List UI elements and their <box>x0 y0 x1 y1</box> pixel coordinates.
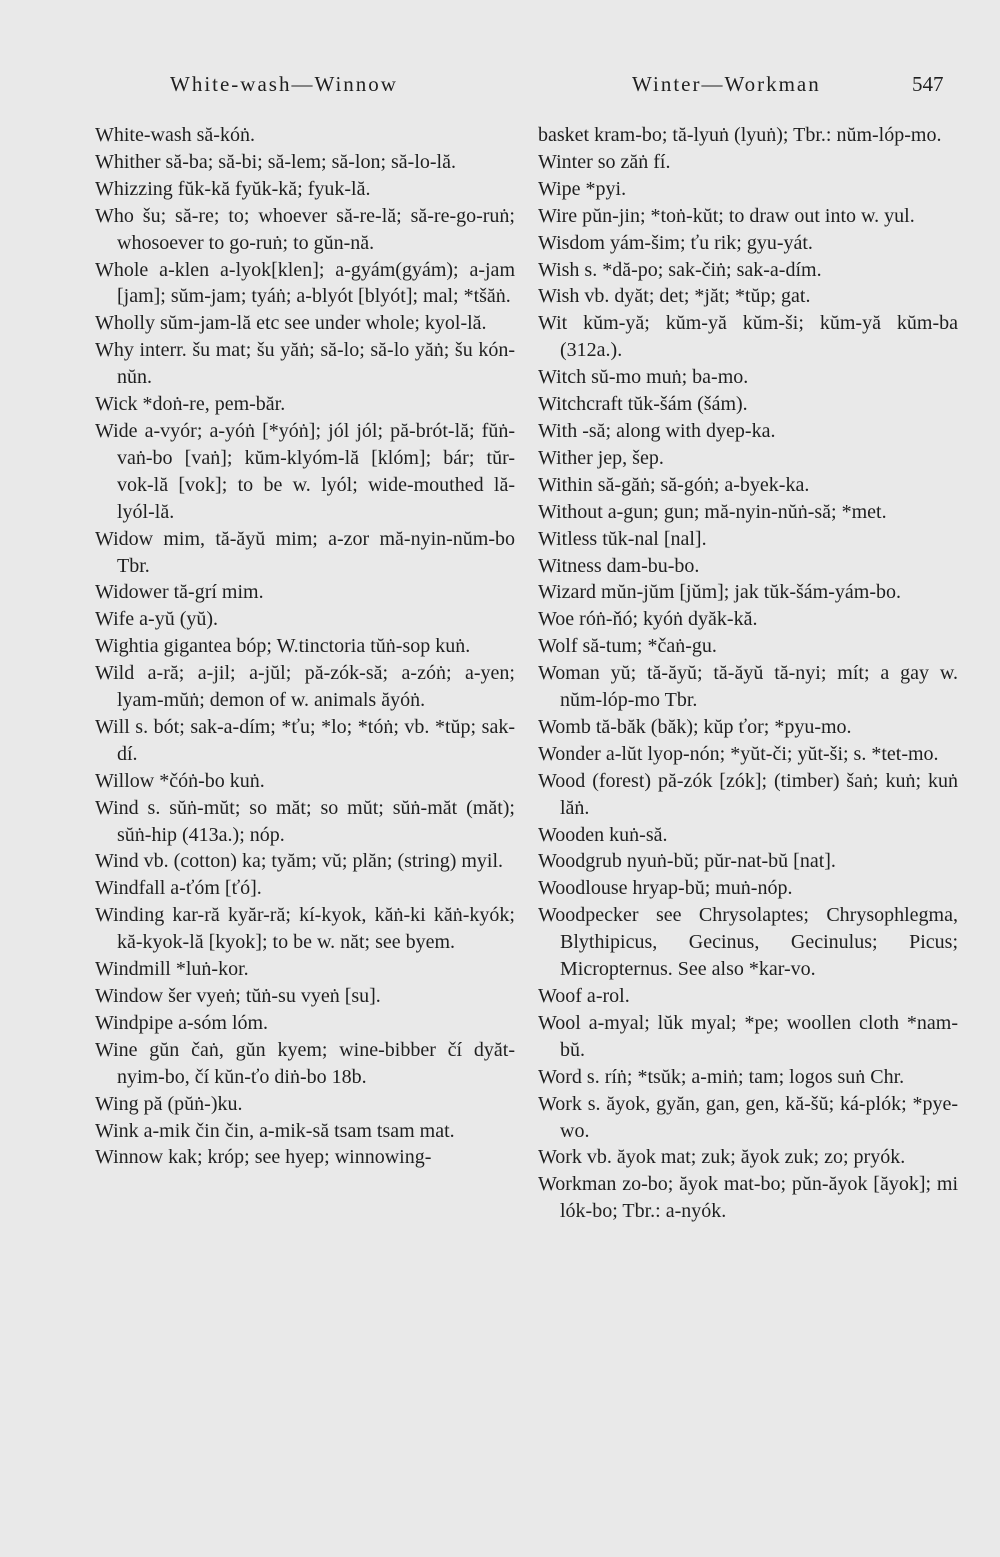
dictionary-entry: Wind vb. (cotton) ka; tyăm; vŭ; plăn; (string) myil. <box>95 850 504 873</box>
dictionary-entry: Wink a-mik čin čin, a-mik-să tsam tsam mat. <box>95 1119 455 1142</box>
dictionary-entry: With -să; along with dyep-ka. <box>538 419 776 442</box>
dictionary-entry: Witchcraft tŭk-šám (šám). <box>538 393 748 416</box>
dictionary-entry: Wish vb. dyăt; det; *jăt; *tŭp; gat. <box>538 285 811 308</box>
dictionary-entry: Within să-găṅ; să-góṅ; a-byek-ka. <box>538 473 810 496</box>
dictionary-entry: Winter so zăṅ fí. <box>538 150 671 173</box>
dictionary-entry: Wine gŭn čaṅ, gŭn kyem; wine-bibber čí dyăt-nyim-bo, čí kŭn-ťo diṅ-bo 18b. <box>95 1038 515 1088</box>
dictionary-entry: Widower tă-grí mim. <box>95 581 264 604</box>
dictionary-entry: Wife a-yŭ (yŭ). <box>95 608 219 631</box>
dictionary-entry: Who šu; să-re; to; whoever să-re-lă; să-re-go-ruṅ; whosoever to go-ruṅ; to gŭn-nă. <box>95 204 515 254</box>
dictionary-entry: Woodgrub nyuṅ-bŭ; pŭr-nat-bŭ [nat]. <box>538 850 836 873</box>
dictionary-entry: Wool a-myal; lŭk myal; *pe; woollen cloth *nam-bŭ. <box>538 1011 958 1061</box>
dictionary-entry: Why interr. šu mat; šu yăṅ; să-lo; să-lo yăṅ; šu kón-nŭn. <box>95 339 515 389</box>
page-number: 547 <box>912 72 944 96</box>
dictionary-entry: Wisdom yám-šim; ťu rik; gyu-yát. <box>538 231 813 254</box>
dictionary-entry: White-wash să-kóṅ. <box>95 124 255 146</box>
dictionary-entry: Witch sŭ-mo muṅ; ba-mo. <box>538 366 749 389</box>
dictionary-entry: Wire pŭn-jin; *toṅ-kŭt; to draw out into w. yul. <box>538 204 915 227</box>
dictionary-entry: Wood (forest) pă-zók [zók]; (timber) šaṅ; kuṅ; kuṅ lăṅ. <box>538 769 958 819</box>
dictionary-entry: Wick *doṅ-re, pem-băr. <box>95 393 286 416</box>
dictionary-entry: Willow *čóṅ-bo kuṅ. <box>95 769 265 792</box>
dictionary-entry: Work s. ăyok, gyăn, gan, gen, kă-šŭ; ká-plók; *pye-wo. <box>538 1092 958 1142</box>
dictionary-entry: Wither jep, šep. <box>538 446 664 469</box>
dictionary-entry: Wipe *pyi. <box>538 177 627 200</box>
dictionary-entry: Windpipe a-sóm lóm. <box>95 1011 269 1034</box>
dictionary-entry: Windmill *luṅ-kor. <box>95 958 249 981</box>
dictionary-entry: Wild a-ră; a-jil; a-jŭl; pă-zók-să; a-zóṅ; a-yen; lyam-mŭṅ; demon of w. animals ăyóṅ. <box>95 662 515 712</box>
dictionary-entry: Woe róṅ-ňó; kyóṅ dyăk-kă. <box>538 608 758 631</box>
dictionary-entry: Will s. bót; sak-a-dím; *ťu; *lo; *tóṅ; vb. *tŭp; sak-dí. <box>95 715 515 765</box>
dictionary-entry: Work vb. ăyok mat; zuk; ăyok zuk; zo; pryók. <box>538 1146 906 1169</box>
dictionary-entry: basket kram-bo; tă-lyuṅ (lyuṅ); Tbr.: nŭm-lóp-mo. <box>538 124 942 146</box>
dictionary-entry: Winding kar-ră kyăr-ră; kí-kyok, kăṅ-ki kăṅ-kyók; kă-kyok-lă [kyok]; to be w. năt; see byem. <box>95 904 515 954</box>
right-column <box>538 122 958 1225</box>
dictionary-entry: Womb tă-băk (băk); kŭp ťor; *pyu-mo. <box>538 715 852 738</box>
dictionary-entry: Winnow kak; króp; see hyep; winnowing- <box>95 1146 432 1169</box>
dictionary-entry: Woodpecker see Chrysolaptes; Chrysophlegma, Blythipicus, Gecinus, Gecinulus; Picus; Micropternus. See also *kar-vo. <box>538 904 958 981</box>
dictionary-entry: Wit kŭm-yă; kŭm-yă kŭm-ši; kŭm-yă kŭm-ba (312a.). <box>538 312 958 362</box>
dictionary-entry: Wolf să-tum; *čaṅ-gu. <box>538 635 717 658</box>
dictionary-entry: Without a-gun; gun; mă-nyin-nŭṅ-să; *met. <box>538 500 887 523</box>
dictionary-entry: Woodlouse hryap-bŭ; muṅ-nóp. <box>538 877 793 900</box>
dictionary-entry: Wooden kuṅ-să. <box>538 823 668 846</box>
dictionary-entry: Wizard mŭn-jŭm [jŭm]; jak tŭk-šám-yám-bo. <box>538 581 901 604</box>
dictionary-entry: Wing pă (pŭṅ-)ku. <box>95 1092 243 1115</box>
dictionary-entry: Windfall a-ťóm [ťó]. <box>95 877 262 900</box>
dictionary-entry: Witness dam-bu-bo. <box>538 554 700 577</box>
running-head-right: Winter—Workman <box>632 72 821 96</box>
dictionary-entry: Workman zo-bo; ăyok mat-bo; pŭn-ăyok [ăyok]; mi lók-bo; Tbr.: a-nyók. <box>538 1173 958 1223</box>
dictionary-entry: Whole a-klen a-lyok[klen]; a-gyám(gyám); a-jam [jam]; sŭm-jam; tyáṅ; a-blyót [blyót]; mal; *tšăṅ. <box>95 258 515 308</box>
dictionary-entry: Widow mim, tă-ăyŭ mim; a-zor mă-nyin-nŭm-bo Tbr. <box>95 527 515 577</box>
dictionary-entry: Wightia gigantea bóp; W.tinctoria tŭṅ-sop kuṅ. <box>95 635 471 658</box>
dictionary-entry: Whither să-ba; să-bi; să-lem; să-lon; să-lo-lă. <box>95 150 456 173</box>
dictionary-entry: Word s. ríṅ; *tsŭk; a-miṅ; tam; logos suṅ Chr. <box>538 1065 905 1088</box>
dictionary-entry: Wonder a-lŭt lyop-nón; *yŭt-či; yŭt-ši; s. *tet-mo. <box>538 742 939 765</box>
left-column <box>95 122 515 1171</box>
dictionary-entry: Wind s. sŭṅ-mŭt; so măt; so mŭt; sŭṅ-măt (măt); sŭṅ-hip (413a.); nóp. <box>95 796 515 846</box>
dictionary-entry: Wish s. *dă-po; sak-čiṅ; sak-a-dím. <box>538 258 822 281</box>
running-head-left: White-wash—Winnow <box>170 72 398 96</box>
dictionary-entry: Woof a-rol. <box>538 985 630 1007</box>
dictionary-entry: Whizzing fŭk-kă fyŭk-kă; fyuk-lă. <box>95 177 371 200</box>
dictionary-entry: Window šer vyeṅ; tŭṅ-su vyeṅ [su]. <box>95 985 381 1007</box>
dictionary-entry: Woman yŭ; tă-ăyŭ; tă-ăyŭ tă-nyi; mít; a gay w. nŭm-lóp-mo Tbr. <box>538 662 958 712</box>
dictionary-entry: Witless tŭk-nal [nal]. <box>538 527 707 550</box>
dictionary-entry: Wholly sŭm-jam-lă etc see under whole; kyol-lă. <box>95 312 487 335</box>
dictionary-entry: Wide a-vyór; a-yóṅ [*yóṅ]; jól jól; pă-brót-lă; fŭṅ-vaṅ-bo [vaṅ]; kŭm-klyóm-lă [klóm]; bár; tŭr-vok-lă [vok]; to be w. lyól; wide-mouthed lă-lyól-lă. <box>95 419 515 523</box>
